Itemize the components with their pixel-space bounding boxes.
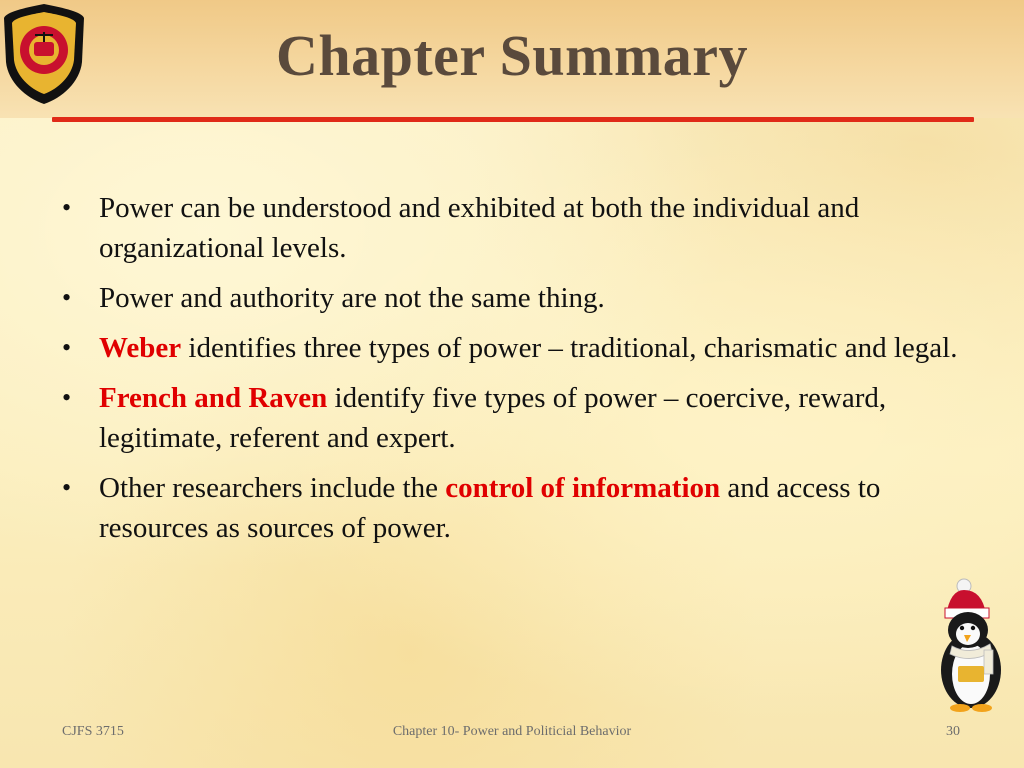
- penguin-mascot-icon: [930, 578, 1012, 713]
- bullet-glyph: •: [62, 193, 72, 222]
- bullet-glyph: •: [62, 333, 72, 362]
- bullet-glyph: •: [62, 473, 72, 502]
- bullet-glyph: •: [62, 283, 72, 312]
- bullet-highlight: French and Raven: [99, 382, 328, 414]
- bullet-item: [62, 328, 962, 368]
- bullet-glyph: •: [62, 383, 72, 412]
- bullet-highlight: Weber: [99, 332, 182, 364]
- bullet-highlight: control of information: [445, 472, 721, 504]
- bullet-item: [62, 378, 962, 458]
- bullet-item: [62, 278, 962, 318]
- bullet-text: Other researchers include the: [99, 472, 446, 504]
- page-title: Chapter Summary: [275, 23, 749, 88]
- bullet-text: identifies three types of power – traditional, charismatic and legal.: [181, 332, 958, 364]
- bullet-text: and access to resources as sources of power.: [99, 472, 881, 544]
- bullet-text: Power can be understood and exhibited at both the individual and organizational levels.: [99, 192, 860, 264]
- bullet-list: [62, 188, 962, 558]
- bullet-item: [62, 188, 962, 268]
- footer-chapter-title: Chapter 10- Power and Politicial Behavior: [392, 724, 632, 739]
- footer-slide-number: 30: [946, 724, 960, 739]
- bullet-text: identify five types of power – coercive, reward, legitimate, referent and expert.: [99, 382, 887, 454]
- footer-course-code: CJFS 3715: [62, 724, 124, 739]
- title-underline-rule: [52, 117, 974, 122]
- bullet-item: [62, 468, 962, 548]
- bullet-text: Power and authority are not the same thing.: [99, 282, 605, 314]
